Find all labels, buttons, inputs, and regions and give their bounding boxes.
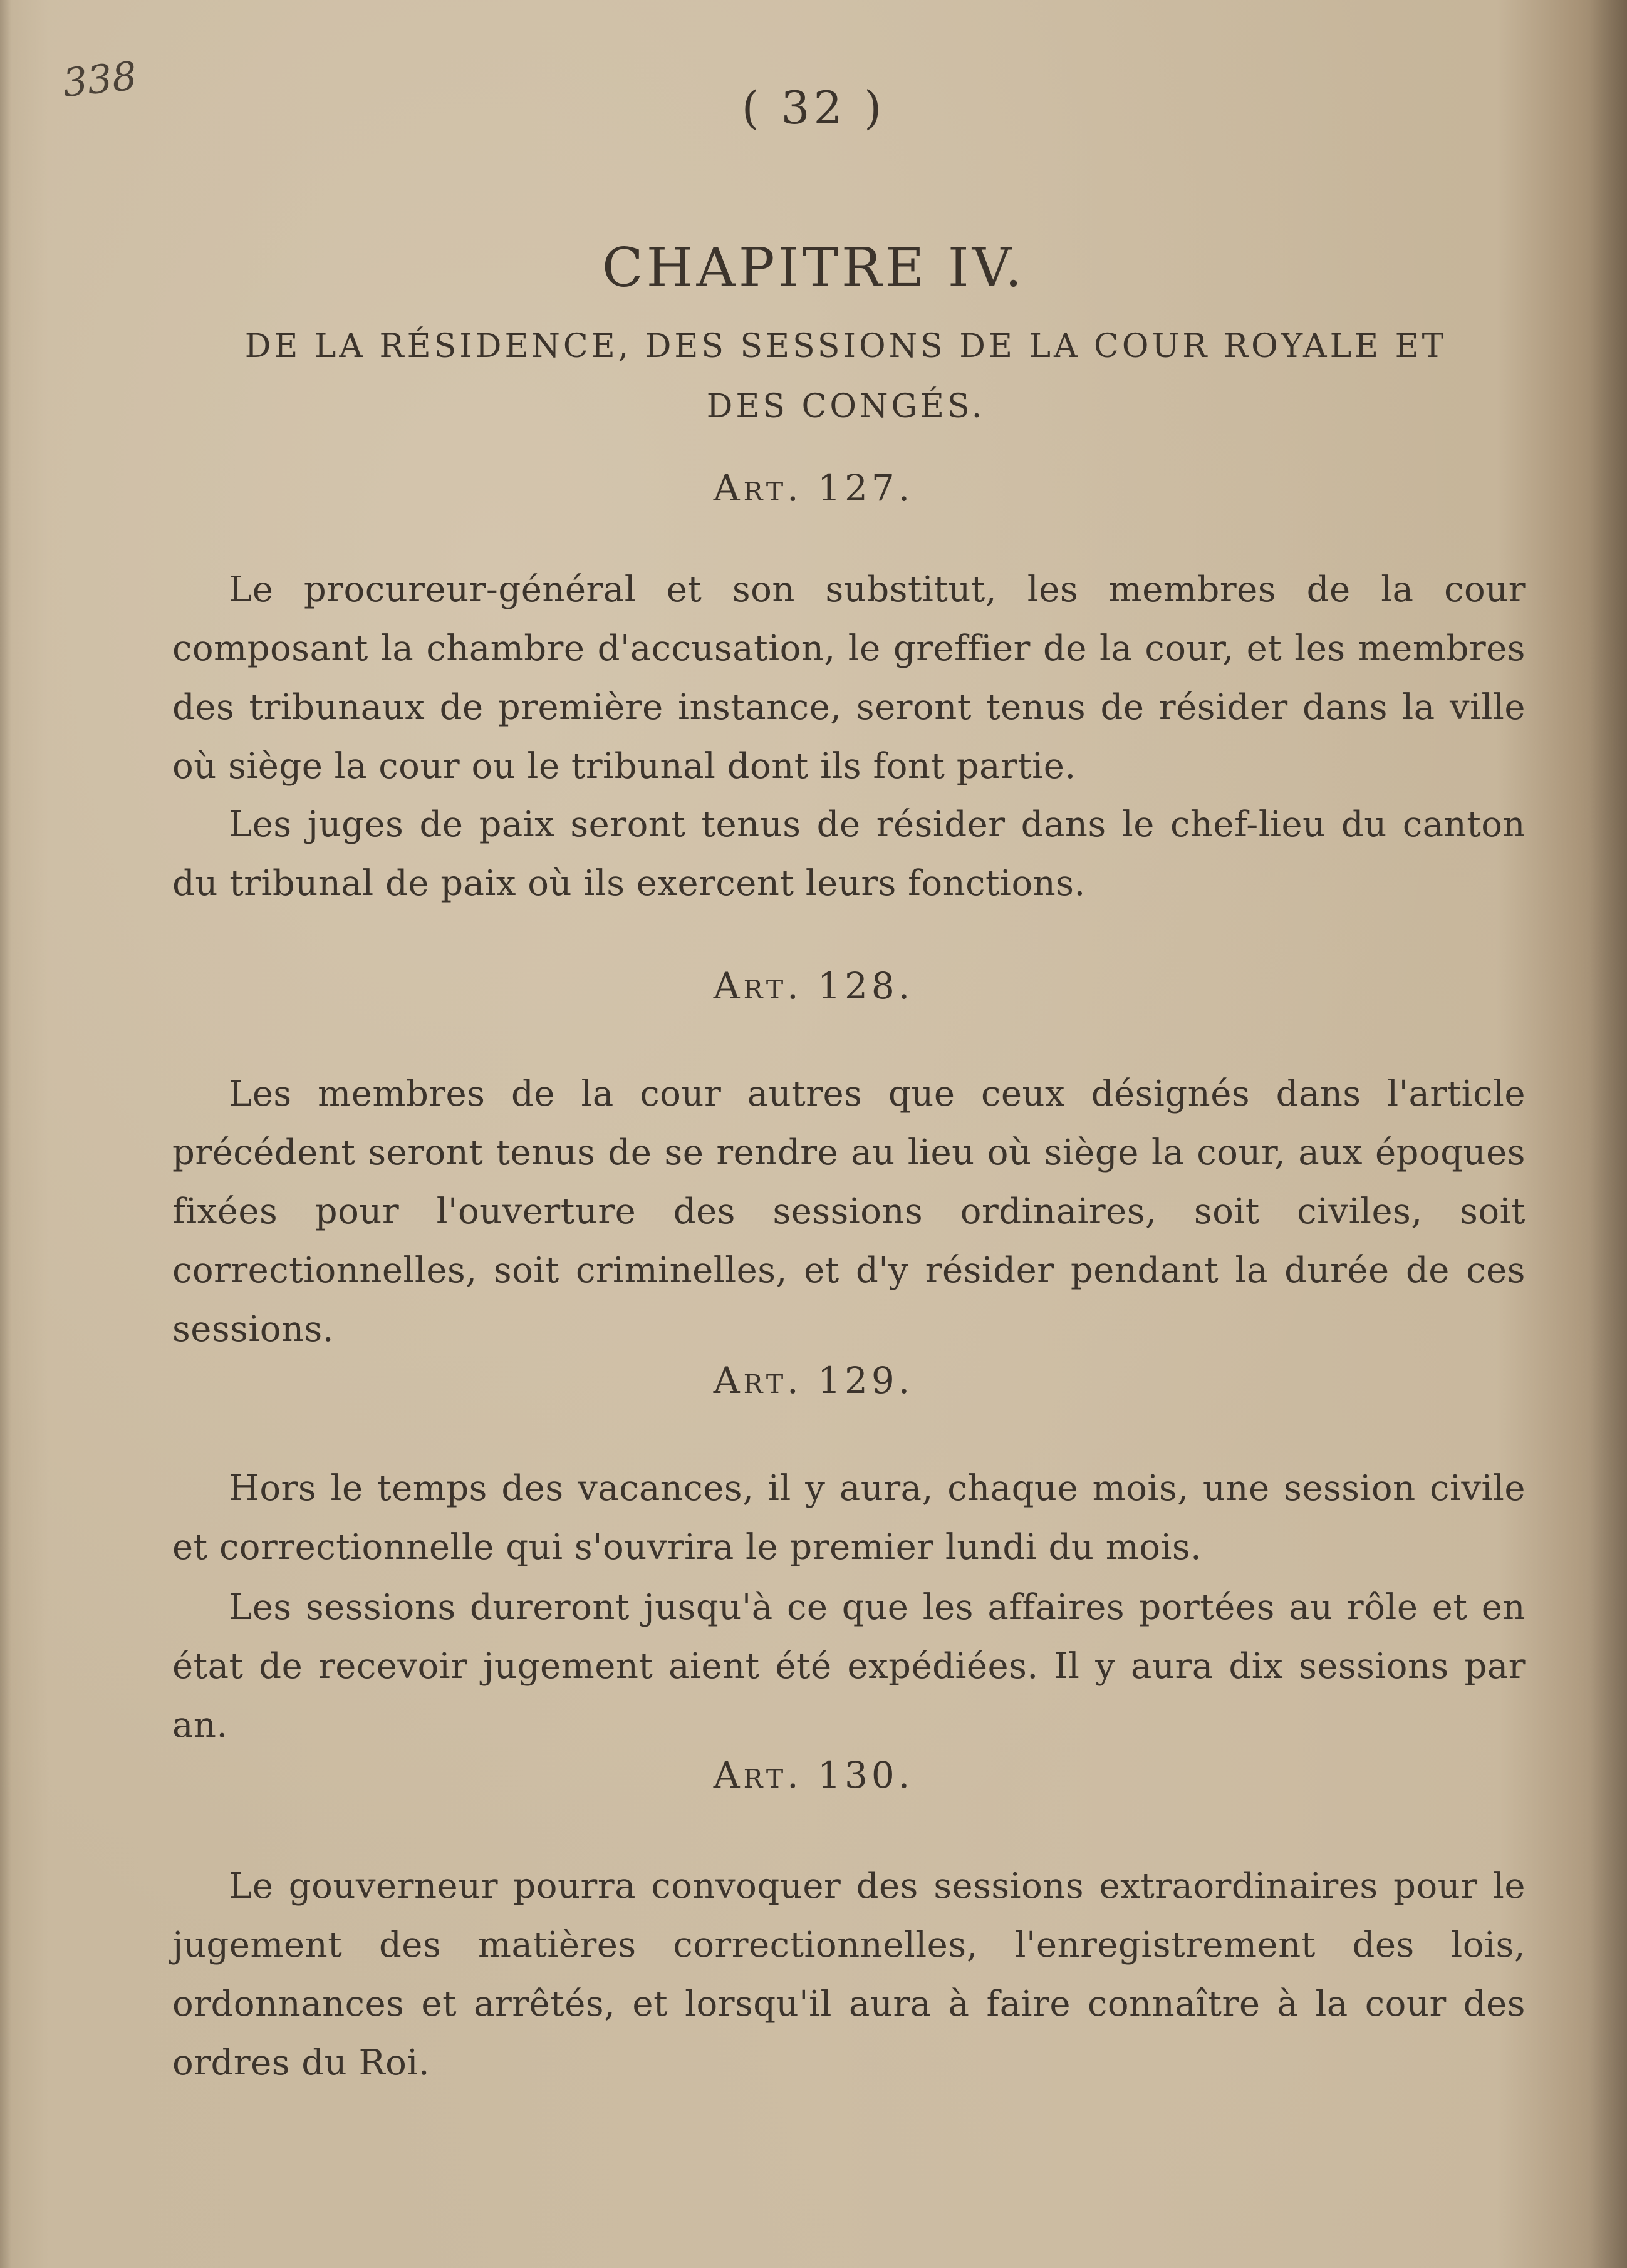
article-heading-128: Art. 128. [713, 965, 914, 1007]
page-right-edge-shadow [1589, 0, 1627, 2268]
article-128-paragraph-1: Les membres de la cour autres que ceux désignés dans l'article précédent seront tenus de se rendre au lieu où siège la cour, aux époques fixées pour l'ouverture des sessions ordinaires, soit civiles, soit correctionnelles, soit criminelles, et d'y résider pendant la durée de ces sessions. [172, 1074, 1526, 1350]
handwritten-page-note: 338 [60, 53, 139, 106]
chapter-subtitle: DE LA RÉSIDENCE, DES SESSIONS DE LA COUR ROYALE ET DES CONGÉS. [244, 328, 1447, 425]
article-127-paragraph-1: Le procureur-général et son substitut, les membres de la cour composant la chambre d'accusation, le greffier de la cour, et les membres des tribunaux de première instance, seront tenus de résider dans la ville où siège la cour ou le tribunal dont ils font partie. [172, 569, 1526, 787]
page-left-edge-shadow [0, 0, 11, 2268]
article-129-paragraph-2: Les sessions dureront jusqu'à ce que les affaires portées au rôle et en état de recevoir jugement aient été expédiées. Il y aura dix sessions par an. [172, 1587, 1526, 1746]
article-heading-127: Art. 127. [713, 467, 914, 509]
page-number: ( 32 ) [741, 81, 886, 134]
article-130-paragraph-1: Le gouverneur pourra convoquer des sessions extraordinaires pour le jugement des matières correctionnelles, l'enregistrement des lois, ordonnances et arrêtés, et lorsqu'il aura à faire connaître à la cour des ordres du Roi. [172, 1866, 1526, 2083]
article-127-paragraph-2: Les juges de paix seront tenus de résider dans le chef-lieu du canton du tribunal de paix où ils exercent leurs fonctions. [172, 804, 1526, 904]
chapter-title: CHAPITRE IV. [601, 236, 1026, 299]
article-heading-130: Art. 130. [713, 1754, 914, 1796]
article-heading-129: Art. 129. [713, 1359, 914, 1402]
article-129-paragraph-1: Hors le temps des vacances, il y aura, chaque mois, une session civile et correctionnelle qui s'ouvrira le premier lundi du mois. [172, 1468, 1526, 1568]
